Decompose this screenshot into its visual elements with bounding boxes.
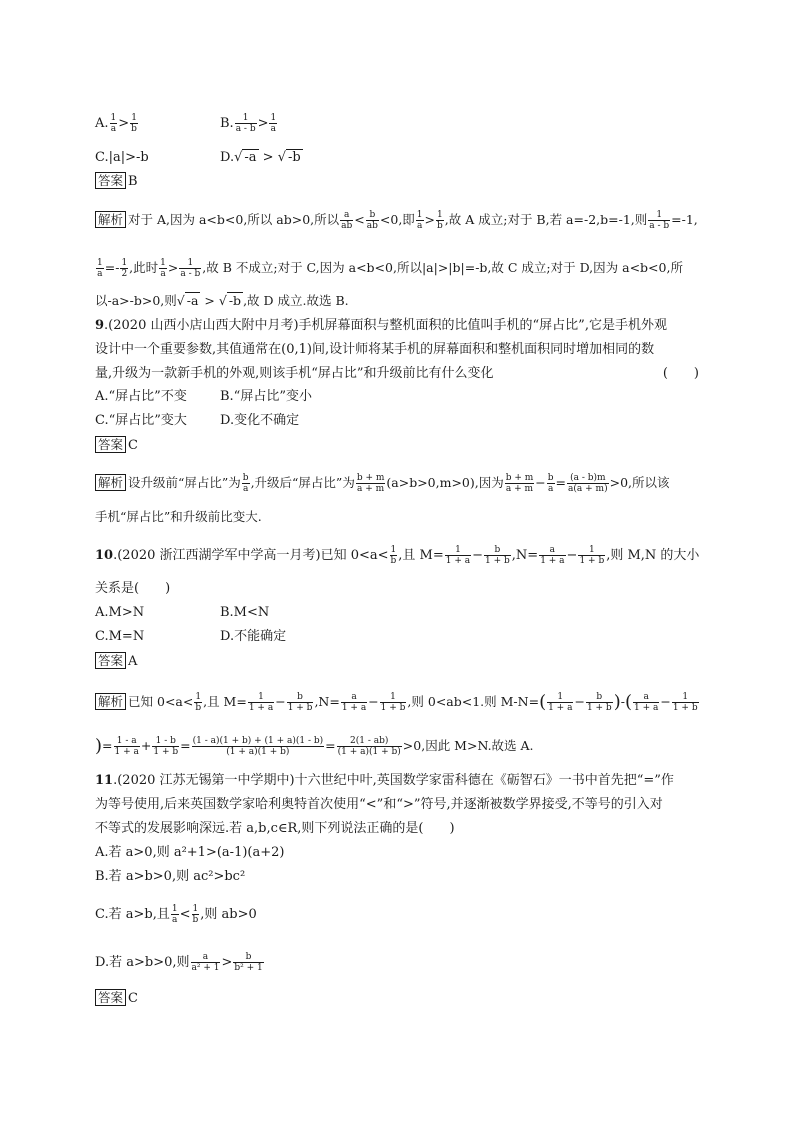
q9-option-d: D.变化不确定 [220, 413, 300, 428]
answer-tag: 答案 [95, 989, 126, 1006]
q9-stem-line1: 9.(2020 山西小店山西大附中月考)手机屏幕面积与整机面积的比值叫手机的“屏占比”,它是手机外观 [95, 318, 667, 333]
q10-option-a: A.M>N [95, 605, 145, 620]
q8-option-b: B. $\frac{1}{a - b}$ > $\frac{1}{a}$ [220, 113, 277, 134]
q10-option-b: B.M<N [220, 605, 270, 620]
q9-options-row1 [95, 389, 312, 405]
analysis-tag: 解析 [95, 211, 126, 228]
q9-answer: 答案 C [95, 436, 138, 454]
answer-tag: 答案 [95, 652, 126, 669]
q8-analysis-line3: 以-a>-b>0,则√ -a > √ -b ,故 D 成立.故选 B. [95, 293, 349, 308]
q10-stem-line1: 10.(2020 浙江西湖学军中学高一月考)已知 0<a< $\frac{1}{b}$ ,且 M= $\frac{1}{1 + a}$ − $\frac{b}{1 + b}$ ,N= $\frac{a}{1 + a}$ − $\frac{1}{1 + b}$ ,则 M,N 的大小 [95, 545, 700, 566]
q10-analysis-line2: )= $\frac{1 - a}{1 + a}$ + $\frac{1 - b}{1 + b}$ = $\frac{(1 - a)(1 + b) + (1 + a)(1 - b)}{(1 + a)(1 + b)}$ = $\frac{2(1 - ab)}{(1 + a)(1 + b)}$ >0,因此 M>N.故选 A. [95, 735, 534, 757]
q10-option-c: C.M=N [95, 629, 145, 644]
q8-answer: 答案 B [95, 172, 138, 190]
q8-option-d: D.√ -a > √ -b [220, 150, 301, 165]
q10-options-row1 [95, 605, 270, 621]
q11-answer: 答案 C [95, 989, 138, 1007]
q10-analysis-line1: 解析 已知 0<a< $\frac{1}{b}$ ,且 M= $\frac{1}{1 + a}$ − $\frac{b}{1 + b}$ ,N= $\frac{a}{1 + a}$ − $\frac{1}{1 + b}$ ,则 0<ab<1.则 M-N=( $\frac{1}{1 + a}$ − $\frac{b}{1 + b}$ )-( $\frac{a}{1 + a}$ − $\frac{1}{1 + b}$ [95, 692, 700, 713]
q11-stem-line1: 11.(2020 江苏无锡第一中学期中)十六世纪中叶,英国数学家雷科德在《砺智石》一书中首先把“=”作 [95, 773, 674, 788]
q11-option-c: C.若 a>b,且 $\frac{1}{a}$ < $\frac{1}{b}$ ,则 ab>0 [95, 904, 257, 925]
q9-analysis-line1: 解析 设升级前“屏占比”为 $\frac{b}{a}$ ,升级后“屏占比”为 $\frac{b + m}{a + m}$ (a>b>0,m>0),因为 $\frac{b + m}{a + m}$ − $\frac{b}{a}$ = $\frac{(a - b)m}{a(a + m)}$ >0,所以该 [95, 473, 670, 494]
q10-options-row2 [95, 629, 287, 645]
q11-stem-line3: 不等式的发展影响深远.若 a,b,c∈R,则下列说法正确的是( ) [95, 821, 455, 836]
q10-stem-line2: 关系是( ) [95, 581, 171, 596]
q9-stem-line3: 量,升级为一款新手机的外观,则该手机“屏占比”和升级前比有什么变化 ( ) [95, 366, 699, 381]
q8-analysis-line1: 解析 对于 A,因为 a<b<0,所以 ab>0,所以 $\frac{a}{ab}$ < $\frac{b}{ab}$ <0,即 $\frac{1}{a}$ > $\frac{1}{b}$ ,故 A 成立;对于 B,若 a=-2,b=-1,则 $\frac{1}{a - b}$ =-1, [95, 210, 698, 231]
analysis-tag: 解析 [95, 474, 126, 491]
q11-option-d: D.若 a>b>0,则 $\frac{a}{\text{a² + 1}}$ > $\frac{b}{\text{b² + 1}}$ [95, 952, 263, 973]
q8-analysis-line2: $\frac{1}{a}$ =- $\frac{1}{2}$ ,此时 $\frac{1}{a}$ > $\frac{1}{a - b}$ ,故 B 不成立;对于 C,因为 a<b<0,所以|a|>|b|=-b,故 C 成立;对于 D,因为 a<b<0,所 [97, 258, 683, 279]
q9-option-c: C.“屏占比”变大 [95, 413, 187, 428]
q9-options-row2 [95, 413, 300, 429]
q8-option-a: A. $\frac{1}{a}$ > $\frac{1}{b}$ [95, 113, 137, 134]
answer-tag: 答案 [95, 436, 126, 453]
q11-option-b: B.若 a>b>0,则 ac²>bc² [95, 869, 246, 884]
q9-stem-line2: 设计中一个重要参数,其值通常在(0,1)间,设计师将某手机的屏幕面积和整机面积同时增加相同的数 [95, 342, 655, 357]
answer-tag: 答案 [95, 172, 126, 189]
q8-option-c: C.|a|>-b [95, 150, 149, 165]
q8-options-row2 [95, 150, 301, 166]
q11-stem-line2: 为等号使用,后来英国数学家哈利奥特首次使用“<”和“>”符号,并逐渐被数学界接受,不等号的引入对 [95, 797, 663, 812]
q8-options-row1 [95, 113, 277, 134]
q10-option-d: D.不能确定 [220, 629, 287, 644]
q11-option-a: A.若 a>0,则 a²+1>(a-1)(a+2) [95, 845, 285, 860]
analysis-tag: 解析 [95, 693, 126, 710]
q9-option-a: A.“屏占比”不变 [95, 389, 187, 404]
q10-answer: 答案 A [95, 652, 137, 670]
q9-analysis-line2: 手机“屏占比”和升级前比变大. [95, 509, 262, 524]
q9-option-b: B.“屏占比”变小 [220, 389, 312, 404]
